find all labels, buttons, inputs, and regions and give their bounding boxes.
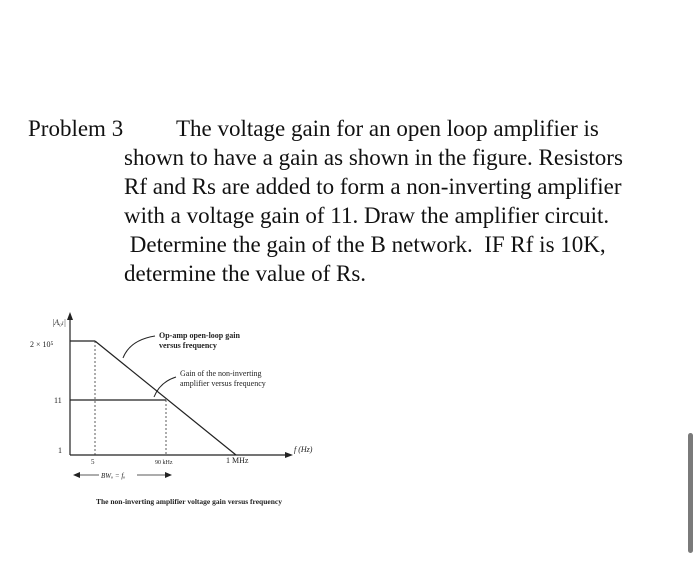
- x-tick-1mhz: 1 MHz: [226, 456, 249, 465]
- gain-frequency-plot: [0, 300, 700, 530]
- openloop-label-1: Op-amp open-loop gain: [159, 331, 240, 340]
- noninv-leader: [154, 377, 176, 397]
- y-tick-top: 2 × 10⁵: [30, 340, 54, 349]
- vertical-scrollbar[interactable]: [688, 433, 693, 553]
- figure-caption: The non-inverting amplifier voltage gain versus frequency: [96, 497, 282, 506]
- noninv-label-1: Gain of the non-inverting: [180, 369, 262, 378]
- y-axis-arrow-icon: [67, 312, 73, 320]
- x-axis-label: f (Hz): [294, 445, 313, 454]
- openloop-rolloff-segment: [95, 341, 236, 455]
- problem-label: Problem 3: [28, 116, 124, 141]
- noninv-label-2: amplifier versus frequency: [180, 379, 266, 388]
- y-tick-low: 1: [58, 446, 62, 455]
- problem-line-6: determine the value of Rs.: [124, 261, 367, 286]
- y-axis-label: |A₀ₗ|: [52, 318, 67, 327]
- y-tick-mid: 11: [54, 396, 62, 405]
- gain-frequency-figure: [0, 300, 700, 530]
- bandwidth-left-arrow-icon: [73, 472, 80, 478]
- problem-line-4: with a voltage gain of 11. Draw the amplifier circuit.: [124, 203, 610, 228]
- openloop-label-2: versus frequency: [159, 341, 217, 350]
- openloop-leader: [123, 336, 155, 358]
- problem-line-5: Determine the gain of the B network. IF Rf is 10K,: [124, 232, 606, 257]
- problem-line-3: Rf and Rs are added to form a non-inverting amplifier: [124, 174, 622, 199]
- bandwidth-label: BWₒ = fₒ: [101, 472, 126, 480]
- problem-line-1: The voltage gain for an open loop amplifier is: [176, 116, 599, 141]
- bandwidth-right-arrow-icon: [165, 472, 172, 478]
- problem-statement: [124, 114, 684, 288]
- x-axis-arrow-icon: [285, 452, 293, 458]
- problem-line-2: shown to have a gain as shown in the figure. Resistors: [124, 145, 623, 170]
- x-tick-90khz: 90 kHz: [155, 460, 173, 466]
- x-tick-5: 5: [91, 458, 95, 466]
